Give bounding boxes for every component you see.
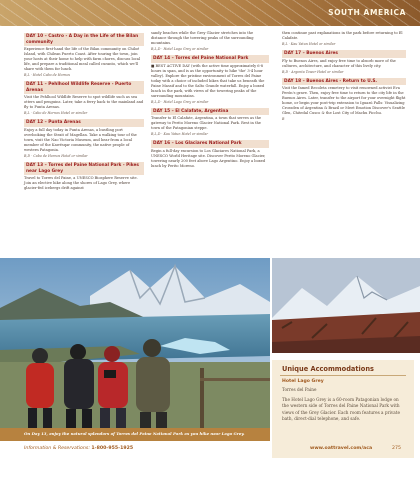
day-meals: B,L · Cabo de Hornos Hotel or similar bbox=[24, 111, 88, 116]
section-header-bar bbox=[0, 0, 420, 26]
section-title: SOUTH AMERICA bbox=[328, 8, 406, 17]
day-entry bbox=[24, 162, 144, 191]
photo-caption-bar bbox=[0, 428, 270, 441]
day-meals: B,L,D · Hotel Lago Grey or similar bbox=[151, 99, 209, 104]
hotel-name: Hotel Lago Grey bbox=[282, 379, 324, 384]
day-entry-continued bbox=[282, 31, 406, 47]
day-heading: DAY 15 – El Calafate, Argentina bbox=[151, 108, 269, 116]
day-description: sandy beaches while the Grey Glacier stretches into the distance through the towering peaks of the surrounding mountains. bbox=[151, 31, 254, 45]
day-heading: DAY 12 – Punta Arenas bbox=[24, 119, 144, 127]
day-heading: DAY 13 – Torres del Paine National Park - Pikes near Lago Grey bbox=[24, 162, 144, 175]
day-meals: B,D · Argenta Tower Hotel or similar bbox=[282, 69, 344, 74]
hotel-description: The Hotel Lago Grey is a 60-room Patagonian lodge on the western side of Torres del Paine National Park with views of the Grey Glacier. Each room features a private bath, direct-dial telephone, and safe. bbox=[282, 397, 400, 422]
day-entry bbox=[24, 119, 144, 159]
day-meals: B,L,D · Hotel Lago Grey or similar bbox=[151, 47, 209, 51]
day-meals: B,L · Hotel Cabo de Hornos bbox=[24, 73, 71, 78]
day-description: Enjoy a full day today in Punta Arenas, a bustling port overlooking the Strait of Magellan. Take a walking tour of the town, visit the Nao Victoria Museum, and hear from a local member of the Kawésqar community, the native people of western Patagonia. bbox=[24, 127, 137, 152]
website-link[interactable]: www.oattravel.com/aca bbox=[310, 446, 373, 451]
day-description: Travel to Torres del Paine, a UNESCO Biosphere Reserve site. Join an elective hike along the shores of Lago Grey, where glacier-fed icebergs drift against bbox=[24, 176, 138, 191]
itinerary-column-3 bbox=[282, 30, 406, 122]
day-heading: DAY 16 – Los Glaciares National Park bbox=[151, 140, 269, 148]
photo-caption: On Day 13, enjoy the natural splendors of Torres del Paine National Park as you hike near Lago Grey. bbox=[24, 431, 245, 436]
reservations-info bbox=[24, 446, 133, 451]
day-entry bbox=[151, 140, 269, 169]
day-entry bbox=[24, 81, 144, 116]
day-description: Visit the famed Recoleta cemetery to visit renowned activist Eva Perón's grave. Then, enjoy free time to return to the city life in the Buenos Aires. Later, transfer to the airport for your overnight flight home, or begin your post-trip extension to Iguazú Falls: Visualizing Crossden of Argentina & Brazil or Meet Emotion Discover's Seattle Glen, Chitedal Cusco & the Lost City of Machu Picchu. bbox=[282, 86, 406, 116]
day-meals: B,L · Kau Yatun Hotel or similar bbox=[282, 42, 336, 46]
day-entry-continued bbox=[151, 31, 269, 52]
day-meals: B,L,D · Kau Yatun Hotel or similar bbox=[151, 132, 208, 137]
divider bbox=[280, 375, 406, 376]
day-description: Transfer to El Calafate, Argentina, a town that serves as the gateway to Perito Moreno Glacier National Park. Rest in the town of the Patagonian steppe. bbox=[151, 116, 262, 131]
day-description: Begin a full-day excursion to Los Glaciares National Park, a UNESCO World Heritage site. Discover Perito Moreno Glacier, towering nearly 200 feet above Lago Argentino. Enjoy a boxed lunch by Perito Moreno. bbox=[151, 148, 266, 168]
hikers-lago-grey-photo bbox=[0, 258, 270, 428]
day-heading: DAY 18 – Buenos Aires - Return to U.S. bbox=[282, 78, 406, 86]
day-meals: B bbox=[282, 117, 285, 122]
unique-accommodations-box bbox=[272, 360, 414, 458]
mountain-illustration bbox=[272, 258, 420, 353]
hikers-illustration bbox=[0, 258, 270, 428]
mountain-landscape-photo bbox=[272, 258, 420, 353]
day-entry bbox=[282, 50, 406, 75]
day-heading: DAY 17 – Buenos Aires bbox=[282, 50, 406, 58]
reservations-label: Information & Reservations: bbox=[24, 446, 90, 451]
day-description: Fly to Buenos Aires, and enjoy free time to absorb more of the cultures, architecture, and character of this lively city. bbox=[282, 58, 396, 68]
day-description: Experience first-hand the life of the Bilan community on Chiloé Island, with Chilean Puerto Coast. After touring the town, join your hosts at their home to help with farm chores, discuss local life, and prepare a traditional meal called curanto, which we'll share with them for lunch. bbox=[24, 47, 141, 72]
day-entry bbox=[151, 55, 269, 105]
day-entry bbox=[151, 108, 269, 138]
day-description: ■ BEST ACTIVE DAY (with the active time approximately 6-8 hours in span, and is as the opportunity to hike 'the' 3-4 hour valley). Explore the pristine environment of Torres del Paine today with a choice of included hikes that take us beneath the Paine Massif and to the Salto Grande waterfall. Enjoy a boxed lunch in the park, with views of the towering peaks of the surrounding mountains. bbox=[151, 63, 265, 98]
day-heading: DAY 14 – Torres del Paine National Park bbox=[151, 55, 269, 63]
day-heading: DAY 10 – Castro - A Day in the Life of the Bilan community bbox=[24, 33, 144, 46]
day-entry bbox=[282, 78, 406, 123]
reservations-phone[interactable]: 1-800-955-1925 bbox=[91, 446, 134, 451]
page-number: 275 bbox=[392, 446, 401, 451]
unique-accommodations-title: Unique Accommodations bbox=[282, 365, 374, 373]
day-meals: B,D · Cabo de Hornos Hotel or similar bbox=[24, 153, 88, 158]
day-entry bbox=[24, 33, 144, 78]
day-description: Visit the Pehlhool Wildlife Reserve to spot wildlife such as sea otters and penguins. Later, take a ferry back to the mainland and fly to Punta Arenas. bbox=[24, 95, 144, 110]
day-description: then continue past explanations in the park before returning to El Calafate. bbox=[282, 31, 403, 40]
hotel-location: Torres del Paine bbox=[282, 387, 317, 392]
itinerary-column-1 bbox=[24, 30, 144, 191]
itinerary-column-2 bbox=[151, 30, 269, 169]
day-heading: DAY 11 – Pehlhool Wildlife Reserve - Puerto Arenas bbox=[24, 81, 144, 94]
